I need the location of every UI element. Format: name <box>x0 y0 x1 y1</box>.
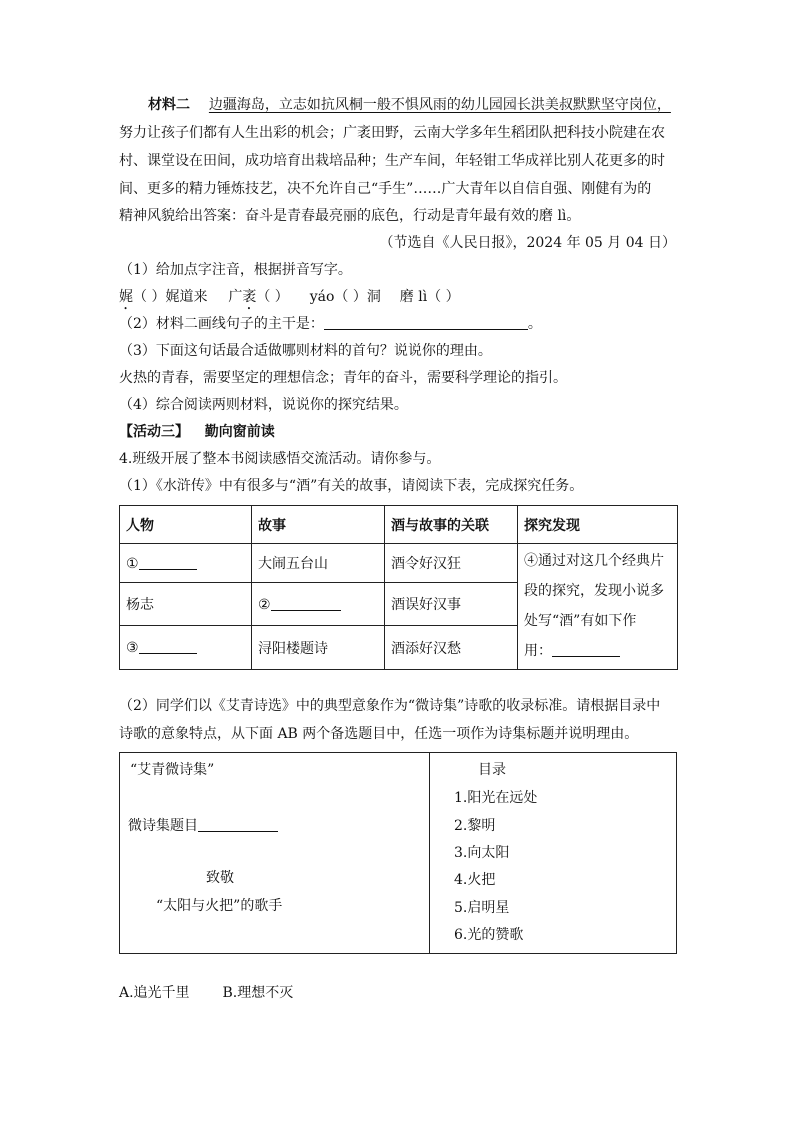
answer-paren-a[interactable]: （ ） <box>133 289 166 305</box>
cell-marker-1: ① <box>126 555 139 572</box>
item-b-pre: 娓道来 <box>165 289 208 305</box>
header-person: 人物 <box>120 506 252 544</box>
poetry-collection-box <box>119 752 677 954</box>
finding-line-2: 段的探究，发现小说多 <box>524 583 664 599</box>
toc-item: 5.启明星 <box>454 900 510 916</box>
cell-finding <box>518 544 678 670</box>
question-4-main: 4.班级开展了整本书阅读感悟交流活动。请你参与。 <box>119 451 441 467</box>
dedication-line-2: “太阳与火把”的歌手 <box>156 898 283 914</box>
cell-person-2: 杨志 <box>120 583 252 626</box>
material-two-line4: 间、更多的精力锤炼技艺，决不允许自己“手生”……广大青年以自信自强、刚健有为的 <box>119 181 652 197</box>
cell-story-2 <box>252 583 385 626</box>
question-3-quote: 火热的青春，需要坚定的理想信念；青年的奋斗，需要科学理论的指引。 <box>119 370 567 386</box>
finding-line-4-text: 用： <box>524 643 552 659</box>
item-mo-li: 磨 lì <box>399 289 428 305</box>
question-4-sub1: （1）《水浒传》中有很多与“酒”有关的故事，请阅读下表，完成探究任务。 <box>119 478 584 494</box>
question-2-text: （2）材料二画线句子的主干是： <box>119 316 324 332</box>
header-story: 故事 <box>252 506 385 544</box>
material-two-line2: 努力让孩子们都有人生出彩的机会；广袤田野，云南大学多年生稻团队把科技小院建在农 <box>119 125 665 141</box>
toc-item: 3.向太阳 <box>454 845 510 861</box>
activity-tag: 【活动三】 <box>119 424 189 440</box>
question-4-sub2-line1: （2）同学们以《艾青诗选》中的典型意象作为“微诗集”诗歌的收录标准。请根据目录中 <box>119 698 661 714</box>
item-guang: 广 <box>228 289 243 305</box>
cell-relation-2: 酒误好汉事 <box>385 583 518 626</box>
option-a[interactable]: A.追光千里 <box>119 985 190 1001</box>
question-4: （4）综合阅读两则材料，说说你的探究结果。 <box>119 397 408 413</box>
pinyin-yao: yáo <box>309 289 335 305</box>
underlined-sentence: 边疆海岛，立志如抗风桐一般不惧风雨的幼儿园园长洪美叔默默坚守岗位， <box>208 97 671 113</box>
cell-story-3: 浔阳楼题诗 <box>252 626 385 670</box>
finding-line-1: ④通过对这几个经典片 <box>524 553 664 569</box>
toc-title: 目录 <box>478 762 506 778</box>
cell-marker-3: ③ <box>126 640 139 656</box>
cell-marker-2: ② <box>258 596 271 613</box>
material-two-line1 <box>148 95 671 115</box>
toc-item: 4.火把 <box>454 872 496 888</box>
collection-name-field <box>128 815 278 835</box>
cell-person-3 <box>120 626 252 670</box>
box-divider <box>429 753 430 953</box>
finding-line-3: 处写“酒”有如下作 <box>524 613 637 629</box>
answer-blank-1[interactable] <box>139 555 197 570</box>
answer-blank-title[interactable] <box>198 817 278 832</box>
question-1-items <box>119 287 460 313</box>
source-citation: （节选自《人民日报》，2024 年 05 月 04 日） <box>379 235 676 251</box>
cell-person-1 <box>120 544 252 583</box>
question-3: （3）下面这句话最合适做哪则材料的首句？说说你的理由。 <box>119 343 492 359</box>
question-2 <box>119 314 542 334</box>
material-two-line5: 精神风貌给出答案：奋斗是青春最亮丽的底色，行动是青年最有效的磨 lì。 <box>119 208 581 224</box>
collection-title: “艾青微诗集” <box>130 762 215 778</box>
toc-item: 1.阳光在远处 <box>454 790 538 806</box>
question-1: （1）给加点字注音，根据拼音写字。 <box>119 262 352 278</box>
question-2-end: 。 <box>527 316 542 332</box>
table-row <box>120 544 678 583</box>
title-options <box>119 983 293 1003</box>
activity-three-heading <box>119 422 275 442</box>
answer-blank-3[interactable] <box>139 639 197 654</box>
answer-paren-c[interactable]: （ ） <box>334 289 367 305</box>
cell-relation-3: 酒添好汉愁 <box>385 626 518 670</box>
item-dong: 洞 <box>366 289 381 305</box>
water-margin-table <box>119 505 678 670</box>
header-relation: 酒与故事的关联 <box>385 506 518 544</box>
answer-paren-b[interactable]: （ ） <box>256 289 289 305</box>
question-4-sub2-line2: 诗歌的意象特点，从下面 AB 两个备选题目中，任选一项作为诗集标题并说明理由。 <box>119 726 639 742</box>
answer-blank-q2[interactable] <box>324 315 528 330</box>
header-finding: 探究发现 <box>518 506 678 544</box>
activity-title: 勤向窗前读 <box>204 424 275 440</box>
option-b[interactable]: B.理想不灭 <box>222 985 294 1001</box>
dotted-char-wei: 娓 <box>119 289 133 305</box>
dotted-char-mao: 袤 <box>242 289 257 305</box>
table-header-row <box>120 506 678 544</box>
toc-item: 6.光的赞歌 <box>454 927 524 943</box>
answer-blank-2[interactable] <box>271 596 341 611</box>
dedication-line-1: 致敬 <box>206 870 234 886</box>
finding-line-4 <box>524 636 671 666</box>
answer-paren-d[interactable]: （ ） <box>427 289 460 305</box>
collection-name-label: 微诗集题目 <box>128 818 198 834</box>
material-two-label: 材料二 <box>148 97 190 113</box>
cell-story-1: 大闹五台山 <box>252 544 385 583</box>
material-two-line3: 村、课堂设在田间，成功培育出栽培品种；生产车间，年轻钳工华成祥比别人花更多的时 <box>119 153 665 169</box>
cell-relation-1: 酒令好汉狂 <box>385 544 518 583</box>
toc-item: 2.黎明 <box>454 818 496 834</box>
answer-blank-4[interactable] <box>552 642 620 657</box>
